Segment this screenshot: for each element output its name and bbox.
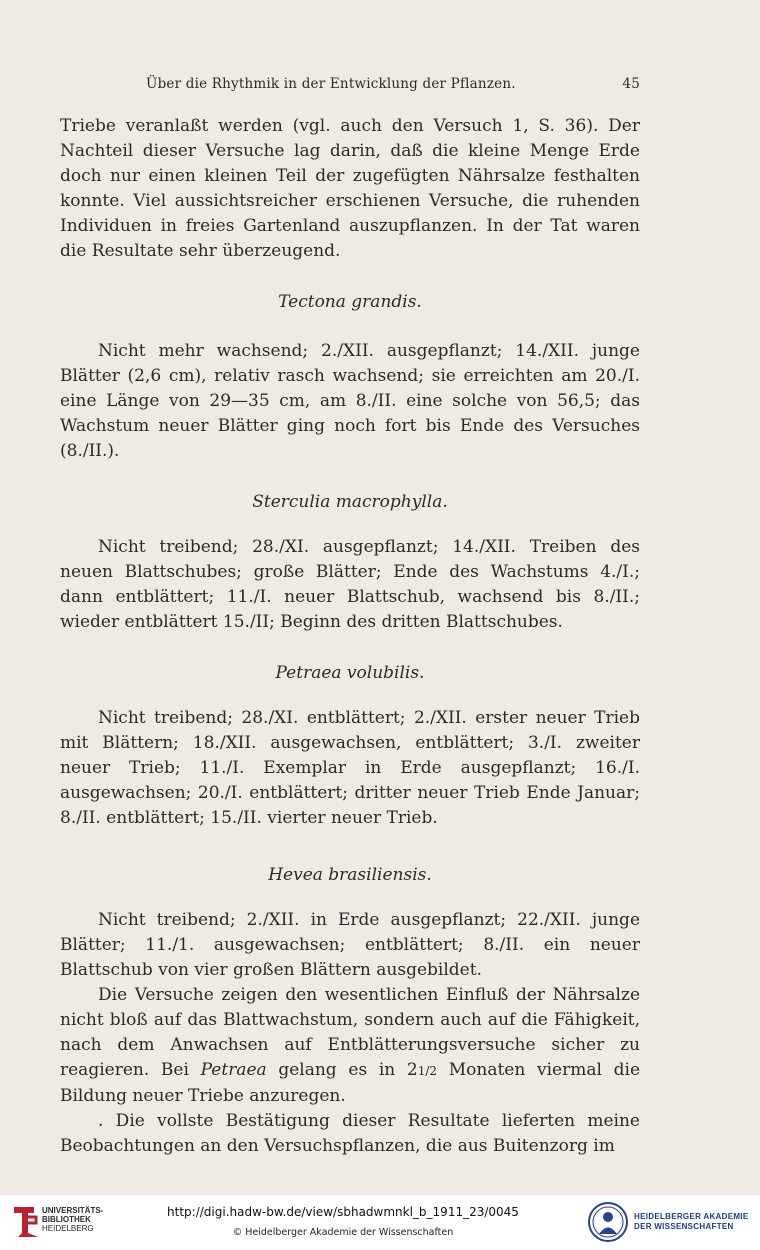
section-text-petraea: Nicht treibend; 28./XI. entblättert; 2./XII. erster neuer Trieb mit Blättern; 18./XII. ausgewachsen, entblättert; 3./I. zweiter neuer Trieb; 11./I. Exemplar in Erde ausgepflanzt; 16./I. ausgewachsen; 20./I. entblättert; dritter neuer Trieb Ende Januar; 8./II. entblättert; 15./II. vierter neuer Trieb. <box>60 708 640 828</box>
conclusion-paragraph <box>60 983 640 1109</box>
footer-bar <box>0 1195 760 1250</box>
permalink-url[interactable]: http://digi.hadw-bw.de/view/sbhadwmnkl_b_1911_23/0045 <box>167 1205 519 1219</box>
academy-name: HEIDELBERGER AKADEMIE DER WISSENSCHAFTEN <box>634 1212 749 1231</box>
page-number: 45 <box>622 76 640 92</box>
section-text-sterculia: Nicht treibend; 28./XI. ausgepflanzt; 14./XII. Treiben des neuen Blattschubes; große Blätter; Ende des Wachstums 4./I.; dann entblättert; 11./I. neuer Blattschub, wachsend bis 8./II.; wieder entblättert 15./II; Beginn des dritten Blattschubes. <box>60 537 640 632</box>
body-text <box>60 114 640 1159</box>
section-heading-petraea: Petraea volubilis. <box>275 663 425 683</box>
fraction-half: 1/2 <box>417 1064 438 1078</box>
university-library-logo-icon <box>8 1203 46 1241</box>
university-library-name: UNIVERSITÄTS- BIBLIOTHEK HEIDELBERG <box>42 1206 104 1233</box>
section-heading-hevea: Hevea brasiliensis. <box>268 865 432 885</box>
intro-paragraph: Triebe veranlaßt werden (vgl. auch den Versuch 1, S. 36). Der Nachteil dieser Versuche lag darin, daß die kleine Menge Erde doch nur einen kleinen Teil der zugefügten Nährsalze festhalten konnte. Viel aussichtsreicher erschienen Versuche, die ruhenden Individuen in freies Gartenland auszupflanzen. In der Tat waren die Resultate sehr überzeugend. <box>60 116 640 261</box>
section-heading-tectona: Tectona grandis. <box>278 292 422 312</box>
conclusion-text-3: Monaten viermal die Bildung neuer Triebe anzuregen. <box>60 1060 641 1106</box>
section-text-hevea: Nicht treibend; 2./XII. in Erde ausgepflanzt; 22./XII. junge Blätter; 11./1. ausgewachsen; entblättert; 8./II. ein neuer Blattschub von vier großen Blättern ausgebildet. <box>60 910 640 980</box>
conclusion-text-2: gelang es in 2 <box>266 1060 418 1080</box>
section-text-tectona: Nicht mehr wachsend; 2./XII. ausgepflanzt; 14./XII. junge Blätter (2,6 cm), relativ rasch wachsend; sie erreichten am 20./I. eine Länge von 29—35 cm, am 8./II. eine solche von 56,5; das Wachstum neuer Blätter ging noch fort bis Ende des Versuches (8./II.). <box>60 341 640 461</box>
conclusion-italic-genus: Petraea <box>200 1060 267 1080</box>
academy-seal-icon <box>587 1201 629 1243</box>
copyright-notice: © Heidelberger Akademie der Wissenschaften <box>232 1227 454 1238</box>
section-heading-sterculia: Sterculia macrophylla. <box>252 492 448 512</box>
final-paragraph: . Die vollste Bestätigung dieser Resultate lieferten meine Beobachtungen an den Versuchspflanzen, die aus Buitenzorg im <box>60 1111 640 1156</box>
running-title: Über die Rhythmik in der Entwicklung der Pflanzen. <box>146 76 516 92</box>
running-header <box>60 76 640 98</box>
conclusion-text-1: Die Versuche zeigen den wesentlichen Einfluß der Nährsalze nicht bloß auf das Blattwachstum, sondern auch auf die Fähigkeit, nach dem Anwachsen auf Entblätterungsversuche sicher zu reagieren. Bei <box>60 985 640 1080</box>
